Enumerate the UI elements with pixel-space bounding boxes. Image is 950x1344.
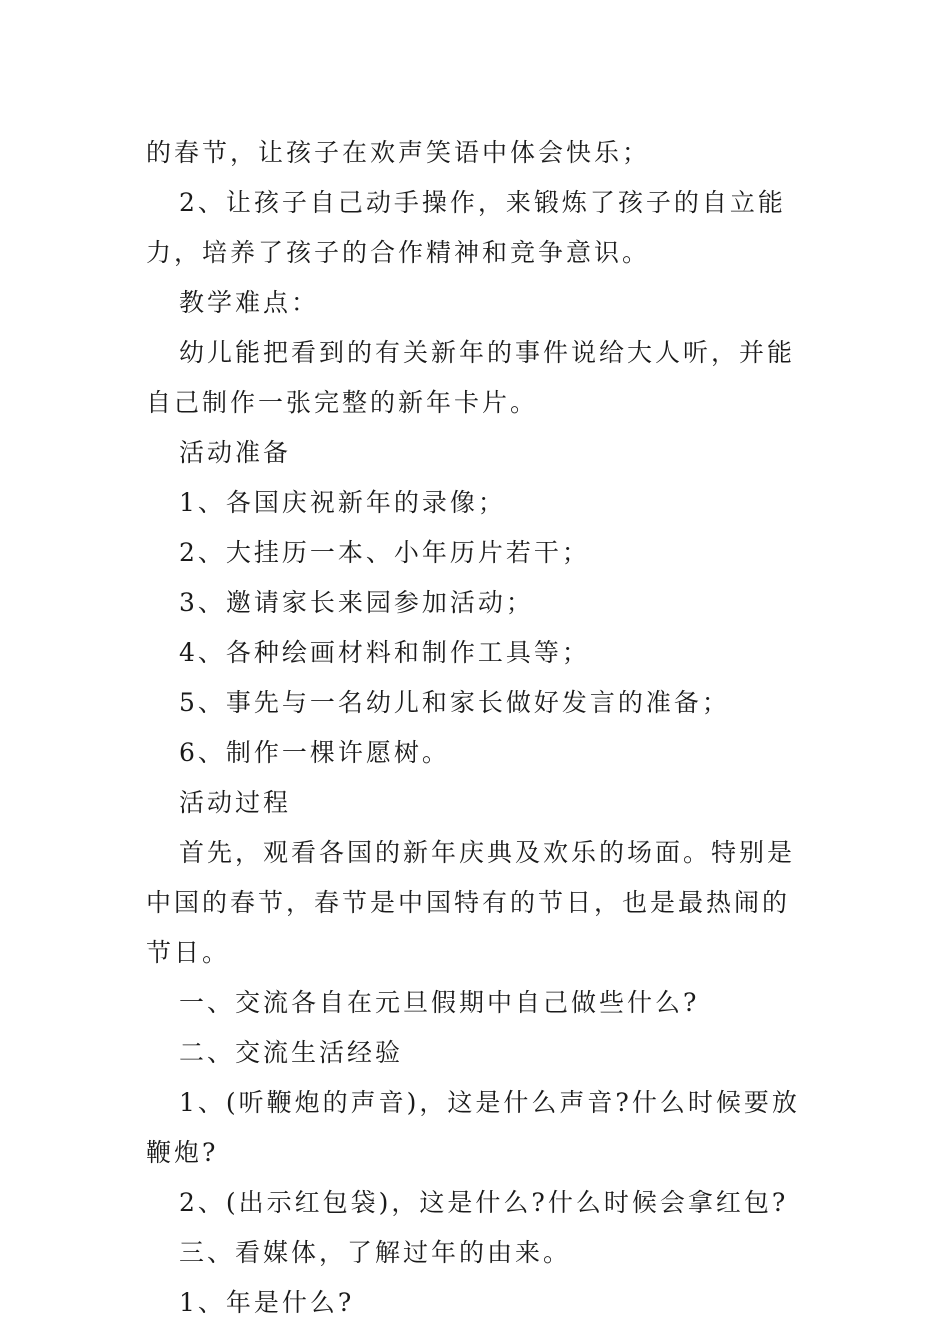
paragraph-5: 活动准备 [179, 438, 292, 467]
paragraph-17: 2、(出示红包袋)，这是什么?什么时候会拿红包? [179, 1188, 789, 1217]
paragraph-14: 一、交流各自在元旦假期中自己做些什么? [179, 988, 700, 1017]
paragraph-19: 1、年是什么? [179, 1288, 355, 1317]
paragraph-1: 的春节，让孩子在欢声笑语中体会快乐； [146, 138, 651, 167]
paragraph-6: 1、各国庆祝新年的录像； [179, 488, 506, 517]
paragraph-11: 6、制作一棵许愿树。 [179, 738, 450, 767]
paragraph-15: 二、交流生活经验 [179, 1038, 404, 1067]
paragraph-8: 3、邀请家长来园参加活动； [179, 588, 534, 617]
paragraph-18: 三、看媒体，了解过年的由来。 [179, 1238, 572, 1267]
paragraph-12: 活动过程 [179, 788, 292, 817]
paragraph-3: 教学难点： [179, 288, 320, 317]
paragraph-13: 首先，观看各国的新年庆典及欢乐的场面。特别是中国的春节，春节是中国特有的节日，也是最热闹的节日。 [146, 838, 796, 967]
paragraph-16: 1、(听鞭炮的声音)，这是什么声音?什么时候要放鞭炮? [146, 1088, 800, 1167]
paragraph-4: 幼儿能把看到的有关新年的事件说给大人听，并能自己制作一张完整的新年卡片。 [146, 338, 796, 417]
document-body [146, 128, 810, 1328]
paragraph-9: 4、各种绘画材料和制作工具等； [179, 638, 590, 667]
paragraph-10: 5、事先与一名幼儿和家长做好发言的准备； [179, 688, 730, 717]
paragraph-7: 2、大挂历一本、小年历片若干； [179, 538, 590, 567]
paragraph-2: 2、让孩子自己动手操作，来锻炼了孩子的自立能力，培养了孩子的合作精神和竞争意识。 [146, 188, 786, 267]
